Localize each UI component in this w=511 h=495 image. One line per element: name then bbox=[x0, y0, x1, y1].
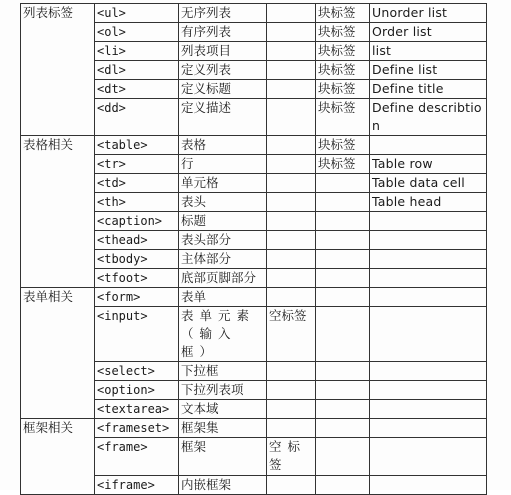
description-cell: 文本域 bbox=[179, 400, 267, 419]
english-name-cell: Order list bbox=[370, 23, 487, 42]
tag-type-cell bbox=[316, 288, 370, 307]
tag-cell: <tfoot> bbox=[95, 269, 179, 288]
english-name-cell bbox=[370, 212, 487, 231]
tag-type-cell bbox=[316, 400, 370, 419]
english-name-cell: Table head bbox=[370, 193, 487, 212]
tag-type-cell: 块标签 bbox=[316, 136, 370, 155]
blank-cell bbox=[316, 307, 370, 362]
blank-cell bbox=[267, 419, 316, 438]
group-cell: 表格相关 bbox=[21, 136, 95, 288]
blank-cell bbox=[267, 362, 316, 381]
tag-cell: <form> bbox=[95, 288, 179, 307]
tag-type-cell: 空标签 bbox=[267, 307, 316, 362]
blank-cell bbox=[267, 269, 316, 288]
description-cell: 有序列表 bbox=[179, 23, 267, 42]
english-name-cell bbox=[370, 136, 487, 155]
description-cell: 表单 bbox=[179, 288, 267, 307]
tag-type-cell: 块标签 bbox=[316, 80, 370, 99]
blank-cell bbox=[267, 174, 316, 193]
english-name-cell bbox=[370, 231, 487, 250]
tag-type-cell: 块标签 bbox=[316, 99, 370, 136]
tag-cell: <li> bbox=[95, 42, 179, 61]
group-cell: 表单相关 bbox=[21, 288, 95, 419]
tag-cell: <ol> bbox=[95, 23, 179, 42]
english-name-cell: list bbox=[370, 42, 487, 61]
tag-type-cell bbox=[316, 174, 370, 193]
description-cell: 标题 bbox=[179, 212, 267, 231]
tag-type-cell bbox=[316, 476, 370, 495]
tag-cell: <td> bbox=[95, 174, 179, 193]
description-cell: 内嵌框架 bbox=[179, 476, 267, 495]
english-name-cell: Define title bbox=[370, 80, 487, 99]
tag-type-cell: 块标签 bbox=[316, 23, 370, 42]
tag-type-cell bbox=[316, 381, 370, 400]
english-name-cell bbox=[370, 288, 487, 307]
blank-cell bbox=[267, 193, 316, 212]
english-name-cell bbox=[370, 400, 487, 419]
english-name-cell bbox=[370, 476, 487, 495]
english-name-cell bbox=[370, 419, 487, 438]
english-name-cell bbox=[370, 269, 487, 288]
tag-type-cell bbox=[316, 419, 370, 438]
english-name-cell: Table data cell bbox=[370, 174, 487, 193]
tag-cell: <dl> bbox=[95, 61, 179, 80]
blank-cell bbox=[267, 61, 316, 80]
group-cell: 框架相关 bbox=[21, 419, 95, 495]
tag-cell: <frame> bbox=[95, 438, 179, 476]
blank-cell bbox=[267, 250, 316, 269]
blank-cell bbox=[267, 155, 316, 174]
blank-cell bbox=[267, 80, 316, 99]
blank-cell bbox=[267, 4, 316, 23]
tag-type-cell bbox=[316, 362, 370, 381]
blank-cell bbox=[267, 23, 316, 42]
blank-cell bbox=[267, 42, 316, 61]
description-cell: 框架 bbox=[179, 438, 267, 476]
description-cell: 下拉框 bbox=[179, 362, 267, 381]
english-name-cell bbox=[370, 250, 487, 269]
description-cell: 表头 bbox=[179, 193, 267, 212]
tag-cell: <dt> bbox=[95, 80, 179, 99]
tag-type-cell: 块标签 bbox=[316, 42, 370, 61]
tag-type-cell bbox=[316, 212, 370, 231]
description-cell: 定义标题 bbox=[179, 80, 267, 99]
blank-cell bbox=[267, 136, 316, 155]
english-name-cell: Define describtion bbox=[370, 99, 487, 136]
description-cell: 主体部分 bbox=[179, 250, 267, 269]
blank-cell bbox=[267, 212, 316, 231]
description-cell: 框架集 bbox=[179, 419, 267, 438]
tag-type-cell bbox=[316, 269, 370, 288]
english-name-cell bbox=[370, 307, 487, 362]
description-cell: 定义描述 bbox=[179, 99, 267, 136]
tag-cell: <tbody> bbox=[95, 250, 179, 269]
tag-cell: <iframe> bbox=[95, 476, 179, 495]
tag-cell: <thead> bbox=[95, 231, 179, 250]
tag-type-cell: 空标签 bbox=[267, 438, 316, 476]
blank-cell bbox=[267, 231, 316, 250]
table-row bbox=[21, 136, 487, 155]
tag-cell: <textarea> bbox=[95, 400, 179, 419]
tag-cell: <dd> bbox=[95, 99, 179, 136]
blank-cell bbox=[316, 438, 370, 476]
table-row bbox=[21, 419, 487, 438]
description-cell: 单元格 bbox=[179, 174, 267, 193]
english-name-cell bbox=[370, 438, 487, 476]
tag-cell: <input> bbox=[95, 307, 179, 362]
table-row bbox=[21, 288, 487, 307]
tag-cell: <frameset> bbox=[95, 419, 179, 438]
tag-cell: <tr> bbox=[95, 155, 179, 174]
html-tag-table bbox=[20, 3, 487, 495]
tag-type-cell bbox=[316, 231, 370, 250]
description-cell: 表头部分 bbox=[179, 231, 267, 250]
tag-cell: <table> bbox=[95, 136, 179, 155]
tag-type-cell: 块标签 bbox=[316, 155, 370, 174]
description-cell: 列表项目 bbox=[179, 42, 267, 61]
description-cell: 定义列表 bbox=[179, 61, 267, 80]
blank-cell bbox=[267, 381, 316, 400]
table-row bbox=[21, 4, 487, 23]
tag-type-cell bbox=[316, 250, 370, 269]
english-name-cell: Define list bbox=[370, 61, 487, 80]
blank-cell bbox=[267, 288, 316, 307]
tag-cell: <caption> bbox=[95, 212, 179, 231]
description-cell: 行 bbox=[179, 155, 267, 174]
blank-cell bbox=[267, 476, 316, 495]
tag-cell: <option> bbox=[95, 381, 179, 400]
blank-cell bbox=[267, 99, 316, 136]
description-cell: 表单元素（输入框） bbox=[179, 307, 267, 362]
english-name-cell: Table row bbox=[370, 155, 487, 174]
tag-cell: <th> bbox=[95, 193, 179, 212]
tag-type-cell: 块标签 bbox=[316, 4, 370, 23]
description-cell: 下拉列表项 bbox=[179, 381, 267, 400]
tag-type-cell bbox=[316, 193, 370, 212]
blank-cell bbox=[267, 400, 316, 419]
tag-type-cell: 块标签 bbox=[316, 61, 370, 80]
english-name-cell: Unorder list bbox=[370, 4, 487, 23]
description-cell: 表格 bbox=[179, 136, 267, 155]
tag-cell: <ul> bbox=[95, 4, 179, 23]
english-name-cell bbox=[370, 362, 487, 381]
description-cell: 底部页脚部分 bbox=[179, 269, 267, 288]
tag-cell: <select> bbox=[95, 362, 179, 381]
english-name-cell bbox=[370, 381, 487, 400]
group-cell: 列表标签 bbox=[21, 4, 95, 136]
description-cell: 无序列表 bbox=[179, 4, 267, 23]
